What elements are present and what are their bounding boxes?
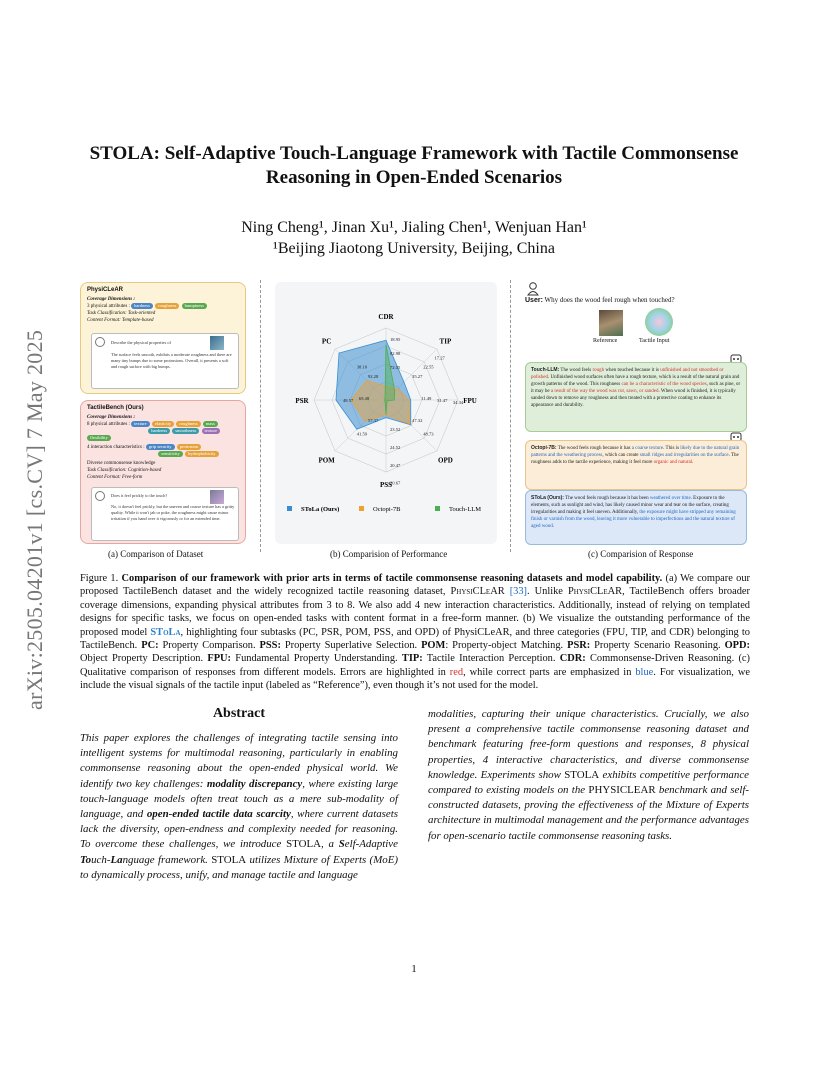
chip: roughness bbox=[176, 421, 200, 427]
abbr-key: CDR: bbox=[559, 653, 586, 665]
chip: grip security bbox=[146, 444, 175, 450]
tactilebench-coverage: Coverage Dimensions : bbox=[87, 415, 136, 420]
caption-text: , highlighting four subtasks (PC, PSR, POM, PSS, and OPD) of PhysiCLeAR, and three categories (FPU, TIP, and CDR) belonging to TactileBench. bbox=[80, 626, 750, 652]
title-line-2: Reasoning in Open-Ended Scenarios bbox=[265, 167, 563, 188]
radar-value-label: 34.34 bbox=[452, 400, 464, 405]
legend-label: Touch-LLM bbox=[449, 506, 482, 513]
physiclear-task: Task Classification: Task-oriented bbox=[87, 311, 156, 316]
physiclear-coverage: Coverage Dimensions : bbox=[87, 297, 136, 302]
legend-label: SToLa (Ours) bbox=[301, 506, 340, 513]
chip: hardness bbox=[131, 303, 153, 309]
radar-axis-label-pom: POM bbox=[318, 456, 335, 465]
user-avatar-icon bbox=[527, 282, 539, 296]
user-question bbox=[525, 296, 747, 305]
tactilebench-example-card bbox=[91, 487, 239, 541]
reference-label: Reference bbox=[593, 338, 618, 344]
response-text: . bbox=[692, 460, 694, 465]
figure-label: Figure 1. bbox=[80, 573, 119, 584]
tactilebench-title: TactileBench (Ours) bbox=[87, 405, 144, 411]
caption-text: , TactileBench offers broader coverage dimensions, expanding physical attributes from 3 to 8. We also add 4 new interaction characteristics. Additionally, instead of relying on templated designs for specific tasks, we focus on open-ended tasks with content format in a free-form manner. (b) We visualize the outstanding performance of the proposed model bbox=[80, 586, 751, 638]
error-text: organic and natural bbox=[653, 460, 693, 465]
legend-swatch bbox=[287, 506, 292, 511]
octopi-response bbox=[525, 440, 747, 490]
error-text: unfinished and not smoothed or polished bbox=[531, 368, 724, 380]
dataset-name: PHYSICLEAR bbox=[588, 784, 656, 797]
model-name: STOLA bbox=[564, 768, 600, 781]
radar-value-label: 41.59 bbox=[356, 431, 368, 437]
caption-text: (a) We compare our proposed TactileBench dataset and the widely recognized tactile reasoning dataset, bbox=[80, 573, 750, 598]
abbr-def: Fundamental Property Understanding. bbox=[231, 653, 402, 665]
chip: mass bbox=[203, 421, 218, 427]
radar-value-label: 69.48 bbox=[358, 396, 370, 401]
abbr-key: TIP: bbox=[401, 653, 423, 665]
abstract-text: elf-Adaptive bbox=[344, 838, 398, 851]
abstract-bold: S bbox=[338, 838, 345, 851]
radar-value-label: 31.47 bbox=[437, 398, 448, 403]
tactilebench-interaction bbox=[87, 444, 239, 458]
subcaption-c: (c) Comparision of Response bbox=[588, 549, 694, 559]
physiclear-attrs-label: 3 physical attributes : bbox=[87, 304, 130, 309]
arxiv-id[interactable]: arXiv:2505.04201v1 [cs.CV] 7 May 2025 bbox=[22, 329, 47, 710]
legend-swatch bbox=[435, 506, 440, 511]
abstract-text: , where existing large touch-language models often treat touch as a mere sub-modality of language, and bbox=[80, 777, 399, 821]
figure-panel-performance bbox=[275, 282, 497, 544]
tactilebench-box bbox=[80, 400, 246, 544]
abstract-bold: open-ended tactile data scarcity bbox=[146, 808, 291, 821]
response-text: , which can create bbox=[602, 453, 640, 458]
abstract-left-column bbox=[80, 731, 398, 883]
response-text: The wood feels bbox=[560, 368, 593, 373]
error-text: a result of the way the wood was cut, sawn, or sanded bbox=[550, 389, 659, 394]
radar-axis-label-fpu: FPU bbox=[463, 397, 477, 405]
figure-panel-dataset bbox=[80, 282, 248, 544]
tactilebench-commonsense: Diverse commonsense knowledge bbox=[87, 461, 156, 466]
physiclear-attrs bbox=[87, 303, 239, 310]
chip: hardness bbox=[148, 428, 170, 434]
abstract-text: , where current datasets lack the diversity, open-endness and complexity needed for reasoning. To overcome these challenges, we introduce bbox=[80, 808, 398, 851]
response-text: . Exposure to the elements, such as sunlight and wind, has likely caused minor wear and tear on the surface, creating irregularities and making it feel uneven. Additionally, bbox=[531, 496, 729, 515]
authors: Ning Cheng¹, Jinan Xu¹, Jialing Chen¹, Wenjuan Han¹ bbox=[241, 219, 587, 236]
radar-value-label: 48.73 bbox=[423, 431, 434, 437]
abbr-def: Commonsense-Driven Reasoning. bbox=[585, 653, 735, 665]
chip: hydrophobicity bbox=[185, 451, 219, 457]
response-text: . Unfinished wood surfaces often have a rough texture, which is a result of the natural grain and growth patterns of the wood. This roughness bbox=[531, 375, 740, 387]
response-text: . bbox=[552, 524, 555, 529]
tactilebench-question: Does it feel prickly to the touch? bbox=[111, 493, 168, 498]
response-text: when touched because it is bbox=[604, 368, 661, 373]
caption-text: . Unlike bbox=[527, 586, 568, 598]
abbr-def: Property Comparison. bbox=[158, 640, 260, 652]
radar-axis-label-psr: PSR bbox=[295, 397, 309, 405]
correct-text: small ridges and irregularities on the surface bbox=[639, 453, 729, 458]
subcaption-b: (b) Comparision of Performance bbox=[330, 549, 448, 559]
radar-axis-label-pc: PC bbox=[321, 337, 332, 346]
chip: texture bbox=[202, 428, 221, 434]
model-name: SToLa bbox=[150, 626, 181, 638]
error-text: can be a characteristic of the wood species bbox=[621, 382, 707, 387]
response-text: . When wood is finished, it is typically sanded down to remove any roughness and then treated with a protective coating to enhance its appearance and durability. bbox=[531, 389, 736, 408]
chip: bumpiness bbox=[182, 303, 207, 309]
caption-blue-word: blue bbox=[635, 666, 654, 678]
tactilebench-answer: No, it doesn't feel prickly, but the uneven and coarse texture has a gritty quality. While it won't jab or poke, the roughness might cause minor irritation if you hand over it vigorously or for an extended time. bbox=[111, 504, 235, 521]
model-name: STOLA bbox=[211, 853, 247, 866]
stola-response bbox=[525, 490, 747, 545]
caption-red-word: red bbox=[449, 666, 464, 678]
figure-divider bbox=[260, 280, 261, 552]
physiclear-example-card bbox=[91, 333, 239, 389]
abstract-text: , a bbox=[321, 838, 339, 851]
reference-image bbox=[599, 310, 623, 336]
legend-swatch bbox=[359, 506, 364, 511]
physiclear-content: Content Format: Template-based bbox=[87, 318, 154, 323]
abbr-key: PC: bbox=[141, 640, 159, 652]
correct-text: weathered over time bbox=[649, 496, 691, 501]
abbr-def: : Property-object Matching. bbox=[445, 640, 568, 652]
abstract-bold: modality discrepancy bbox=[206, 777, 303, 790]
radar-value-label: 35.27 bbox=[412, 373, 423, 379]
legend-label: Octopi-7B bbox=[373, 506, 401, 513]
abstract-text: benchmark and self-constructed datasets, proving the effectiveness of the Mixture of Experts architecture in multimodal management and the performance advantages for open-scenario tactile commonsense reasoning tasks. bbox=[428, 784, 749, 842]
response-text: The wood feels rough because it has been bbox=[565, 496, 650, 501]
caption-text: (c) Qualitative comparison of responses from different models. Errors are highlighted in bbox=[80, 653, 750, 678]
dataset-name: PhysiCLeAR bbox=[450, 586, 505, 598]
model-name: STOLA bbox=[286, 838, 321, 851]
physiclear-box bbox=[80, 282, 246, 394]
abstract-text: This paper explores the challenges of integrating tactile sensing into intelligent systems for multimodal reasoning, particularly in enabling commonsense reasoning about the open-ended physical world. We identify two key challenges: bbox=[80, 732, 398, 790]
caption-text: . For visualization, we include the visual signals of the tactile input (labeled as “Reference”), even though it’s not used for the model. bbox=[80, 666, 750, 692]
tactilebench-attrs bbox=[87, 421, 239, 442]
correct-text: likely due to the natural grain patterns and the weathering process bbox=[531, 446, 740, 458]
response-text: The wood feels rough because it has bbox=[557, 446, 632, 451]
subcaption-a: (a) Comparison of Dataset bbox=[108, 549, 204, 559]
abstract-text: nguage framework. bbox=[122, 853, 212, 866]
tactile-image-icon bbox=[210, 490, 224, 504]
user-question-text: Why does the wood feel rough when touched? bbox=[544, 296, 675, 304]
physiclear-title: PhysiCLeAR bbox=[87, 287, 124, 293]
abbr-def: Property Superlative Selection. bbox=[280, 640, 422, 652]
correct-text: the exposure might have stripped any remaining finish or varnish from the wood, leaving it more vulnerable to imperfections and the natural texture of aged wood bbox=[531, 510, 736, 529]
response-text: . This is bbox=[663, 446, 681, 451]
abstract-heading: Abstract bbox=[212, 706, 266, 721]
dataset-name: PhysiCLeAR bbox=[567, 586, 623, 598]
radar-value-label: 47.32 bbox=[412, 418, 423, 424]
caption-text: , while correct parts are emphasized in bbox=[463, 666, 636, 678]
radar-value-label: 48.57 bbox=[342, 398, 354, 403]
abstract-text: modalities, capturing their unique characteristics. Crucially, we also present a comprehensive tactile commonsense reasoning dataset and benchmark featuring free-form questions and responses, 8 physical properties, 4 interactive characteristics, and diverse commonsense knowledge. Experiments show bbox=[428, 708, 749, 781]
tactile-input-label: Tactile Input bbox=[639, 338, 670, 344]
chip: protrusion bbox=[177, 444, 202, 450]
chip: smoothness bbox=[172, 428, 199, 434]
citation-link[interactable]: [33] bbox=[509, 586, 527, 598]
radar-value-label: 20.67 bbox=[390, 480, 401, 486]
abstract-text: utilizes Mixture of Experts (MoE) to dynamically process, unify, and manage tactile and language bbox=[80, 853, 398, 881]
physiclear-question: Describe the physical properties of bbox=[111, 340, 171, 345]
touch-llm-response bbox=[525, 362, 747, 432]
stola-label: SToLa (Ours): bbox=[531, 495, 564, 501]
abstract-bold: La bbox=[110, 853, 123, 866]
tactilebench-interaction-label: 4 interaction characteristics : bbox=[87, 445, 145, 450]
response-text: . The roughness adds to the tactile experience, making it feel more bbox=[531, 453, 739, 465]
radar-value-label: 23.52 bbox=[390, 427, 401, 433]
radar-axis-label-opd: OPD bbox=[438, 456, 453, 465]
radar-axis-label-tip: TIP bbox=[439, 337, 452, 346]
tactile-image-icon bbox=[210, 336, 224, 350]
radar-axis-label-cdr: CDR bbox=[378, 313, 394, 321]
touch-llm-label: Touch-LLM: bbox=[531, 367, 560, 373]
radar-axis-label-pss: PSS bbox=[379, 481, 393, 489]
figure-panel-response bbox=[521, 282, 749, 544]
abbr-key: FPU: bbox=[207, 653, 232, 665]
abbr-key: POM bbox=[421, 640, 446, 652]
radar-value-label: 20.47 bbox=[390, 462, 401, 468]
abbr-def: Property Scenario Reasoning. bbox=[590, 640, 725, 652]
affiliation: ¹Beijing Jiaotong University, Beijing, China bbox=[273, 240, 555, 257]
correct-text: a coarse texture bbox=[631, 446, 664, 451]
response-text: , such as pine, or it may be bbox=[531, 382, 741, 394]
figure-divider bbox=[510, 280, 511, 552]
abbr-key: OPD: bbox=[724, 640, 750, 652]
abbr-def: Object Property Description. bbox=[80, 653, 208, 665]
arxiv-stamp bbox=[22, 290, 52, 710]
radar-value-label: 72.55 bbox=[390, 364, 401, 370]
radar-value-label: 17.27 bbox=[434, 355, 445, 361]
abstract-bold: To bbox=[80, 853, 92, 866]
abstract-text: uch- bbox=[91, 853, 111, 866]
chip: elasticity bbox=[152, 421, 174, 427]
figure-caption-bold: Comparison of our framework with prior arts in terms of tactile commonsense reasoning datasets and model capability. bbox=[121, 573, 663, 584]
user-icon bbox=[95, 491, 105, 501]
abstract-text: exhibits competitive performance compared to existing models on the bbox=[428, 768, 749, 797]
radar-value-label: 38.10 bbox=[356, 364, 368, 370]
radar-value-label: 24.52 bbox=[390, 445, 401, 451]
tactile-input-image bbox=[645, 308, 673, 336]
figure-caption bbox=[80, 572, 750, 693]
tactilebench-content: Content Format: Free-form bbox=[87, 475, 143, 480]
radar-value-label: 22.55 bbox=[423, 364, 434, 370]
octopi-label: Octopi-7B: bbox=[531, 445, 557, 451]
chip: texture bbox=[131, 421, 150, 427]
tactilebench-attrs-label: 8 physical attributes : bbox=[87, 422, 130, 427]
abbr-key: PSR: bbox=[567, 640, 591, 652]
chip: roughness bbox=[155, 303, 179, 309]
tactilebench-task: Task Classification: Cognition-based bbox=[87, 468, 162, 473]
radar-value-label: 18.95 bbox=[390, 337, 401, 343]
abbr-def: Tactile Interaction Perception. bbox=[422, 653, 560, 665]
paper-title bbox=[60, 142, 768, 190]
chip: sensitivity bbox=[158, 451, 183, 457]
chip: flexibility bbox=[87, 435, 111, 441]
page-number: 1 bbox=[411, 963, 417, 975]
error-text: rough bbox=[592, 368, 605, 373]
user-label: User: bbox=[525, 297, 543, 304]
radar-value-label: 92.28 bbox=[367, 373, 379, 379]
title-line-1: STOLA: Self-Adaptive Touch-Language Framework with Tactile Commonsense bbox=[89, 143, 739, 164]
abbr-key: PSS: bbox=[259, 640, 281, 652]
radar-value-label: 11.49 bbox=[421, 396, 432, 401]
radar-value-label: 82.98 bbox=[390, 350, 401, 356]
user-icon bbox=[95, 337, 105, 347]
abstract-right-column bbox=[428, 707, 749, 844]
radar-chart bbox=[275, 282, 497, 544]
radar-value-label: 57.37 bbox=[367, 418, 379, 424]
physiclear-answer: The surface feels smooth, exhibits a moderate roughness and there are many tiny bumps due to some protrusions. Overall, it presents a soft and rough surface with big bumps. bbox=[111, 352, 232, 369]
